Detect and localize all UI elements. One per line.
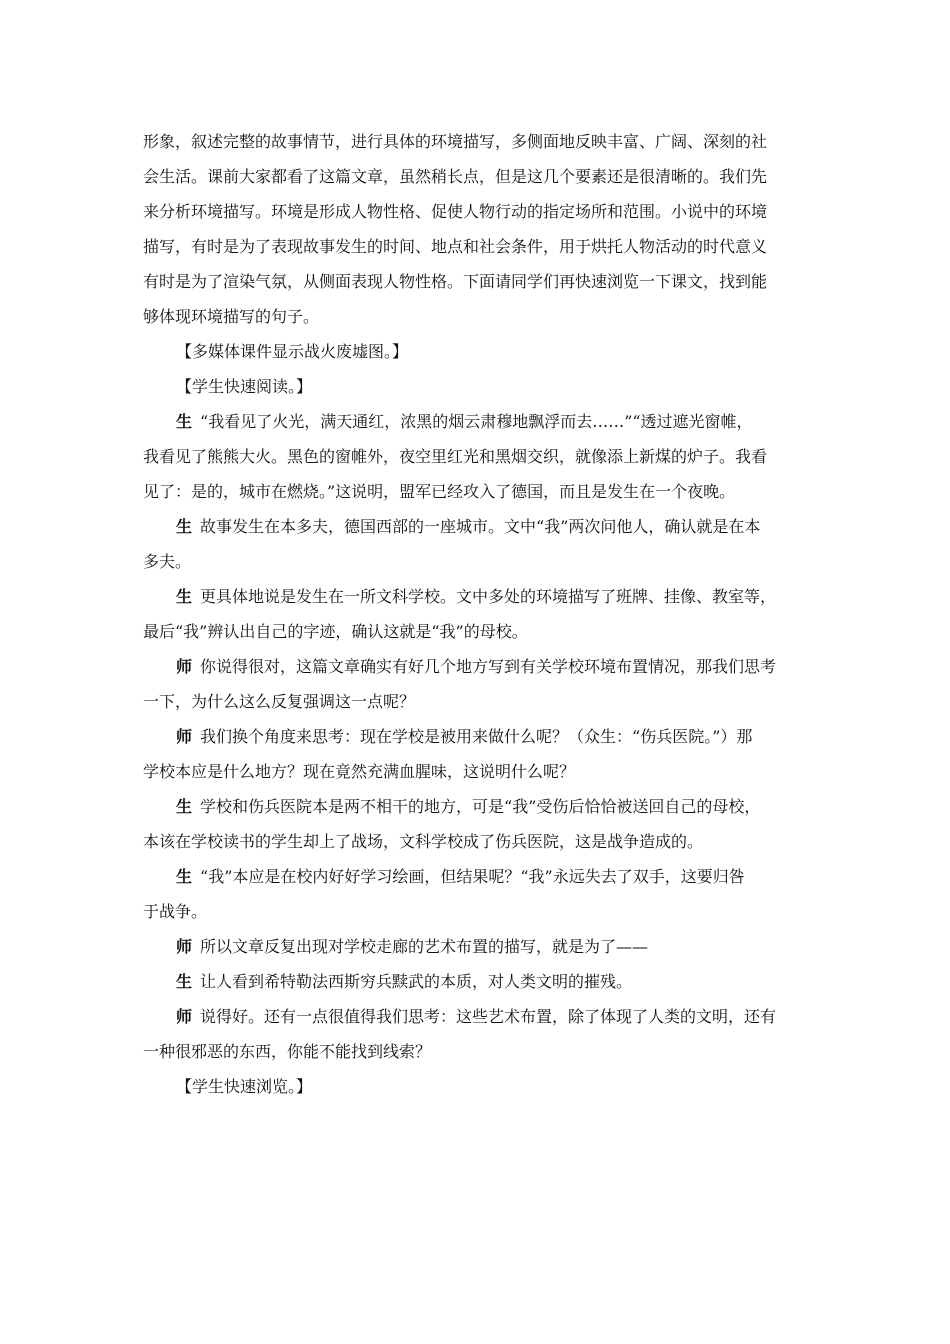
speaker-label: 生 [176,412,193,431]
text-line [143,859,811,894]
line-text: 来分析环境描写。环境是形成人物性格、促使人物行动的指定场所和范围。小说中的环境 [143,202,768,221]
paragraph [143,1069,811,1104]
speaker-label: 生 [176,972,193,991]
text-line [143,649,811,684]
speaker-label: 生 [176,797,193,816]
text-line [143,754,811,789]
line-text: 让人看到希特勒法西斯穷兵黩武的本质，对人类文明的摧残。 [200,972,633,991]
speaker-label: 生 [176,867,193,886]
line-text: 会生活。课前大家都看了这篇文章，虽然稍长点，但是这几个要素还是很清晰的。我们先 [143,167,768,186]
text-line [143,719,811,754]
text-line [143,509,811,544]
text-line [143,299,811,334]
text-line [143,439,811,474]
line-text: 本该在学校读书的学生却上了战场，文科学校成了伤兵医院，这是战争造成的。 [143,832,704,851]
line-text: 所以文章反复出现对学校走廊的艺术布置的描写，就是为了—— [200,937,649,956]
text-line [143,1034,811,1069]
speaker-label: 师 [176,1007,193,1026]
speaker-label: 师 [176,937,193,956]
text-line [143,929,811,964]
text-line [143,369,811,404]
line-text: 故事发生在本多夫，德国西部的一座城市。文中“我”两次问他人，确认就是在本 [200,517,761,536]
line-text: 更具体地说是发生在一所文科学校。文中多处的环境描写了班牌、挂像、教室等， [200,587,777,606]
speaker-label: 生 [176,517,193,536]
line-text: 多夫。 [143,552,192,571]
paragraph [143,649,811,719]
paragraph [143,719,811,789]
text-line [143,789,811,824]
text-line [143,474,811,509]
paragraph [143,124,811,334]
text-line [143,404,811,439]
text-line [143,1069,811,1104]
text-line [143,999,811,1034]
paragraph [143,999,811,1069]
speaker-label: 师 [176,657,193,676]
text-line [143,124,811,159]
line-text: 形象，叙述完整的故事情节，进行具体的环境描写，多侧面地反映丰富、广阔、深刻的社 [143,132,768,151]
speaker-label: 师 [176,727,193,746]
text-line [143,544,811,579]
paragraph [143,859,811,929]
line-text: 说得好。还有一点很值得我们思考：这些艺术布置，除了体现了人类的文明，还有 [200,1007,777,1026]
paragraph [143,404,811,509]
line-text: 我看见了熊熊大火。黑色的窗帷外，夜空里红光和黑烟交织，就像添上新煤的炉子。我看 [143,447,768,466]
line-text: 描写，有时是为了表现故事发生的时间、地点和社会条件，用于烘托人物活动的时代意义 [143,237,768,256]
text-line [143,894,811,929]
line-text: “我”本应是在校内好好学习绘画，但结果呢？“我”永远失去了双手，这要归咎 [200,867,745,886]
paragraph [143,579,811,649]
line-text: “我看见了火光，满天通红，浓黑的烟云肃穆地飘浮而去……”“透过遮光窗帷， [200,412,753,431]
paragraph [143,929,811,964]
line-text: 于战争。 [143,902,208,921]
text-line [143,824,811,859]
line-text: 有时是为了渲染气氛，从侧面表现人物性格。下面请同学们再快速浏览一下课文，找到能 [143,272,768,291]
line-text: 最后“我”辨认出自己的字迹，确认这就是“我”的母校。 [143,622,528,641]
line-text: 我们换个角度来思考：现在学校是被用来做什么呢？（众生：“伤兵医院。”）那 [200,727,753,746]
document-page [143,124,811,1104]
text-line [143,229,811,264]
line-text: 【学生快速阅读。】 [176,377,313,396]
text-line [143,159,811,194]
text-line [143,964,811,999]
line-text: 见了：是的，城市在燃烧。”这说明，盟军已经攻入了德国，而且是发生在一个夜晚。 [143,482,736,501]
line-text: 一下，为什么这么反复强调这一点呢？ [143,692,416,711]
paragraph [143,509,811,579]
paragraph [143,789,811,859]
line-text: 学校本应是什么地方？现在竟然充满血腥味，这说明什么呢？ [143,762,576,781]
line-text: 学校和伤兵医院本是两不相干的地方，可是“我”受伤后恰恰被送回自己的母校， [200,797,761,816]
line-text: 一种很邪恶的东西，你能不能找到线索？ [143,1042,432,1061]
text-line [143,579,811,614]
paragraph [143,369,811,404]
line-text: 【学生快速浏览。】 [176,1077,313,1096]
paragraph [143,964,811,999]
line-text: 你说得很对，这篇文章确实有好几个地方写到有关学校环境布置情况，那我们思考 [200,657,777,676]
text-line [143,194,811,229]
text-line [143,684,811,719]
text-line [143,264,811,299]
paragraph [143,334,811,369]
line-text: 【多媒体课件显示战火废墟图。】 [176,342,409,361]
text-line [143,614,811,649]
line-text: 够体现环境描写的句子。 [143,307,320,326]
speaker-label: 生 [176,587,193,606]
text-line [143,334,811,369]
